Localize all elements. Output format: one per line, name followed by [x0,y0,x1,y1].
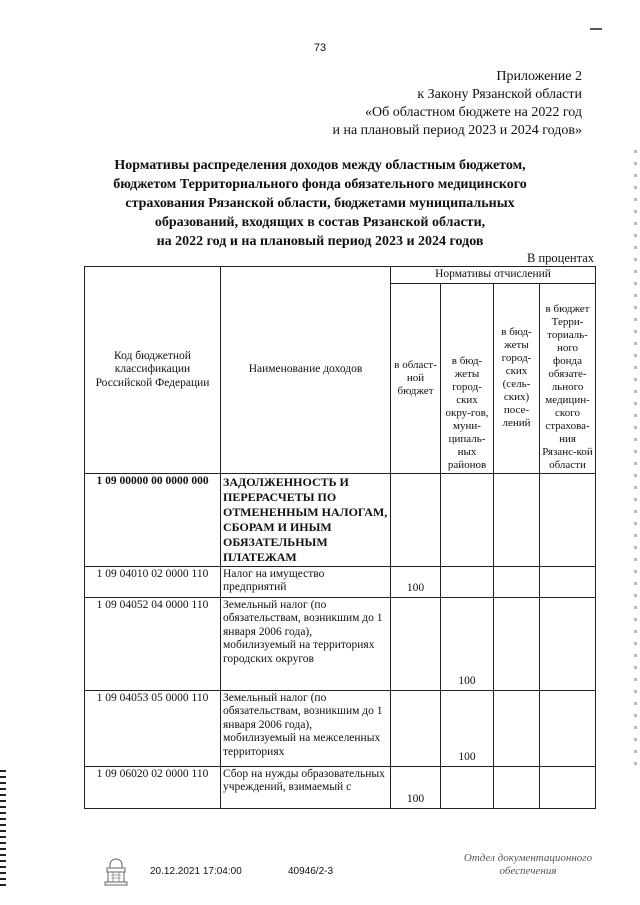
stamp-line: Отдел документационного [463,852,593,864]
appendix-line: Приложение 2 [496,69,582,84]
scan-left-artifact [0,770,6,890]
table-row [85,597,596,690]
scan-edge-artifact [634,150,637,770]
header-districts-budget: в бюд-жеты город-ских окру-гов, муни-ципаль-ных районов [441,283,494,473]
header-regional-budget: в област-ной бюджет [391,283,441,473]
row-code: 1 09 04053 05 0000 110 [85,690,221,766]
title-line: образований, входящих в состав Рязанской области, [154,215,486,230]
row-settlements-value [494,473,540,566]
row-name: Земельный налог (по обязательствам, возникшим до 1 января 2006 года), мобилизуемый на межселенных территориях [221,690,391,766]
row-name: Земельный налог (по обязательствам, возникшим до 1 января 2006 года), мобилизуемый на территориях городских округов [221,597,391,690]
coat-of-arms-logo [100,856,132,888]
row-regional-value [391,597,441,690]
row-regional-value: 100 [391,566,441,597]
row-regional-value: 100 [391,766,441,808]
title-line: на 2022 год и на плановый период 2023 и 2024 годов [156,234,484,249]
row-settlements-value [494,597,540,690]
row-districts-value: 100 [441,690,494,766]
document-title [90,156,550,251]
stamp-line: обеспечения [499,865,557,877]
row-settlements-value [494,690,540,766]
row-code: 1 09 04052 04 0000 110 [85,597,221,690]
appendix-line: и на плановый период 2023 и 2024 годов» [332,123,582,138]
table-row [85,473,596,566]
header-name: Наименование доходов [221,267,391,474]
table-row [85,766,596,808]
row-fund-value [540,566,596,597]
units-label: В процентах [527,251,594,265]
appendix-line: «Об областном бюджете на 2022 год [365,105,582,120]
row-regional-value [391,690,441,766]
footer-datetime: 20.12.2021 17:04:00 [150,866,242,877]
row-name: Сбор на нужды образовательных учреждений, взимаемый с [221,766,391,808]
row-code: 1 09 00000 00 0000 000 [85,473,221,566]
row-name: ЗАДОЛЖЕННОСТЬ И ПЕРЕРАСЧЕТЫ ПО ОТМЕНЕННЫМ НАЛОГАМ, СБОРАМ И ИНЫМ ОБЯЗАТЕЛЬНЫМ ПЛАТЕЖАМ [221,473,391,566]
scan-mark [590,28,602,30]
row-fund-value [540,473,596,566]
header-code: Код бюджетной классификации Российской Федерации [85,267,221,474]
table-row [85,690,596,766]
row-fund-value [540,597,596,690]
row-name: Налог на имущество предприятий [221,566,391,597]
title-line: страхования Рязанской области, бюджетами муниципальных [125,196,515,211]
header-fund-budget: в бюджет Терри-ториаль-ного фонда обязате-льного медицин-ского страхова-ния Рязанс-кой области [540,283,596,473]
header-norms-group: Нормативы отчислений [391,267,596,284]
row-settlements-value [494,766,540,808]
row-fund-value [540,690,596,766]
row-code: 1 09 06020 02 0000 110 [85,766,221,808]
row-districts-value: 100 [441,597,494,690]
appendix-line: к Закону Рязанской области [417,87,582,102]
footer-doc-number: 40946/2-3 [288,866,334,877]
row-code: 1 09 04010 02 0000 110 [85,566,221,597]
row-districts-value [441,566,494,597]
row-regional-value [391,473,441,566]
title-line: бюджетом Территориального фонда обязательного медицинского [113,177,527,192]
row-fund-value [540,766,596,808]
footer-department-stamp [448,852,608,878]
title-line: Нормативы распределения доходов между областным бюджетом, [114,158,526,173]
table-row [85,566,596,597]
row-districts-value [441,766,494,808]
row-settlements-value [494,566,540,597]
page-number: 73 [313,42,327,54]
budget-table [84,266,596,809]
header-settlements-budget: в бюд-жеты город-ских (сель-ских) посе-лений [494,283,540,473]
row-districts-value [441,473,494,566]
appendix-header [332,68,582,140]
